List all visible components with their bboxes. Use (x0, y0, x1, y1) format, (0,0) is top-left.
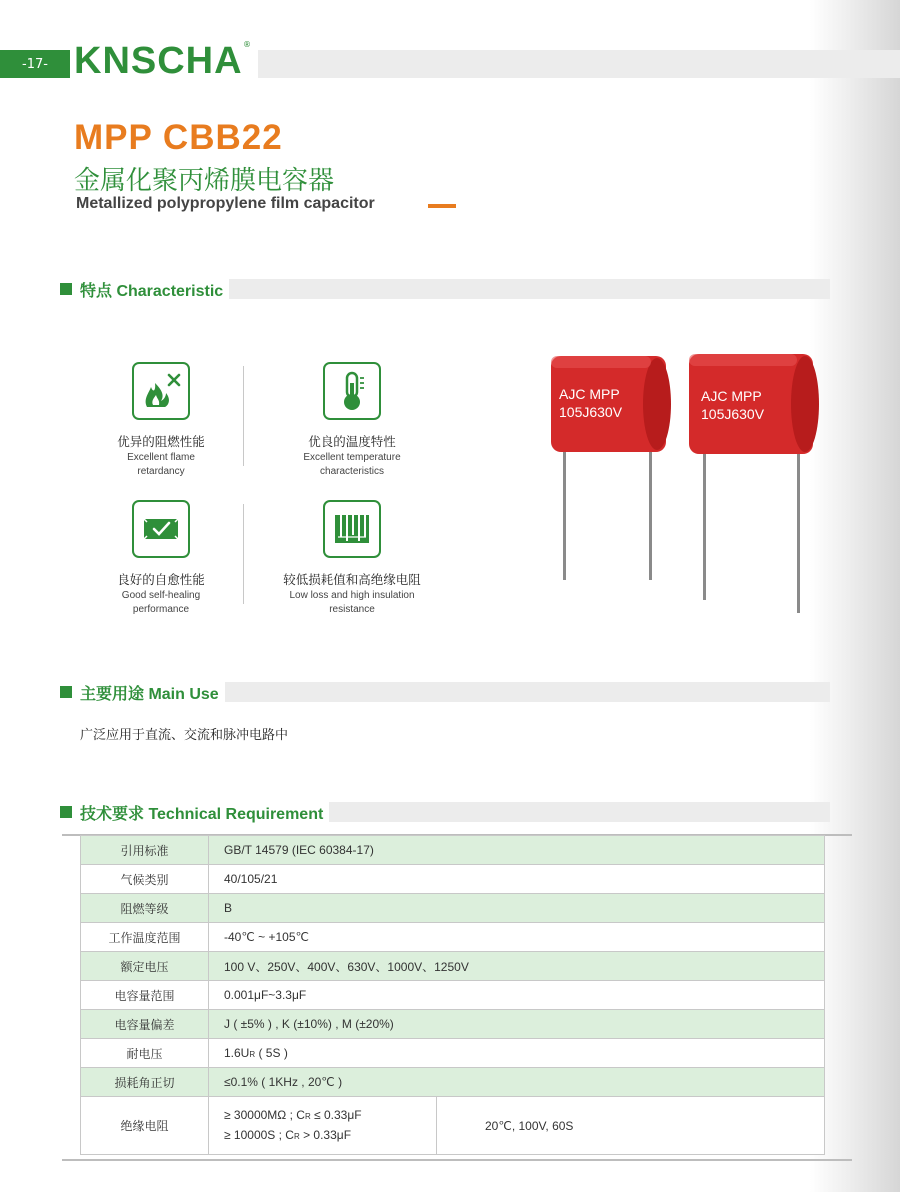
spec-key: 电容量范围 (81, 981, 209, 1010)
section-technical (60, 802, 830, 822)
feature-desc-en-2: performance (132, 604, 190, 615)
spec-value: 40/105/21 (209, 865, 825, 894)
page-number: -17- (0, 50, 70, 78)
value-subscript: R (293, 1131, 300, 1141)
insulation-line (224, 1126, 436, 1146)
spec-key: 气候类别 (81, 865, 209, 894)
feature-title-cn: 优异的阻燃性能 (117, 434, 205, 449)
insulation-icon (323, 500, 381, 558)
spec-table (80, 835, 825, 1155)
feature-desc-en: Excellent flame (127, 452, 195, 463)
table-row (81, 1039, 825, 1068)
section-bar (225, 682, 830, 702)
table-row (81, 1068, 825, 1097)
feature-self-healing (86, 500, 236, 616)
header-bar (258, 50, 900, 78)
subtitle-accent (428, 204, 456, 208)
spec-key: 引用标准 (81, 836, 209, 865)
spec-value: 100 V、250V、400V、630V、1000V、1250V (209, 952, 825, 981)
feature-desc-en-2: resistance (329, 604, 375, 615)
feature-desc-en-2: characteristics (320, 466, 384, 477)
spec-value (209, 1039, 825, 1068)
product-model: MPP CBB22 (74, 118, 283, 157)
section-bar (229, 279, 830, 299)
section-bar (329, 802, 830, 822)
table-row (81, 981, 825, 1010)
feature-desc-en: Low loss and high insulation (289, 590, 415, 601)
value-part: ( 5S ) (255, 1046, 288, 1060)
spec-key: 损耗角正切 (81, 1068, 209, 1097)
thermometer-icon (323, 362, 381, 420)
spec-key: 工作温度范围 (81, 923, 209, 952)
capacitor-marking-1: AJC MPP (559, 386, 620, 402)
feature-title-cn: 较低损耗值和高绝缘电阻 (283, 572, 421, 587)
spec-value (209, 1097, 437, 1155)
feature-desc-en-2: retardancy (137, 466, 185, 477)
spec-value: -40℃ ~ +105℃ (209, 923, 825, 952)
self-healing-icon (132, 500, 190, 558)
feature-low-loss (277, 500, 427, 616)
spec-condition: 20℃, 100V, 60S (437, 1097, 825, 1155)
table-row (81, 952, 825, 981)
value-part: 1.6U (224, 1046, 250, 1060)
feature-flame (86, 362, 236, 478)
capacitor-marking-2: 105J630V (701, 406, 765, 422)
feature-divider (243, 504, 244, 604)
value-subscript: R (249, 1050, 256, 1059)
section-title: 特点 Characteristic (80, 282, 224, 300)
section-bullet (60, 283, 72, 295)
value-part: ≥ 10000S ; C (224, 1127, 294, 1142)
spec-value: B (209, 894, 825, 923)
spec-value: ≤0.1% ( 1KHz , 20℃ ) (209, 1068, 825, 1097)
value-subscript: R (304, 1111, 311, 1121)
feature-desc-en: Good self-healing (121, 590, 201, 601)
spec-value: 0.001μF~3.3μF (209, 981, 825, 1010)
table-row (81, 1010, 825, 1039)
product-name-en: Metallized polypropylene film capacitor (76, 195, 375, 212)
section-bullet (60, 806, 72, 818)
capacitor-marking-1: AJC MPP (701, 388, 762, 404)
product-name-cn: 金属化聚丙烯膜电容器 (74, 166, 335, 196)
feature-temperature (277, 362, 427, 478)
spec-key: 绝缘电阻 (81, 1097, 209, 1155)
section-title: 主要用途 Main Use (80, 685, 219, 703)
section-bullet (60, 686, 72, 698)
section-main-use (60, 682, 830, 702)
value-part: > 0.33μF (299, 1127, 352, 1142)
registered-mark: ® (243, 40, 251, 49)
spec-value: J ( ±5% ) , K (±10%) , M (±20%) (209, 1010, 825, 1039)
table-bottom-rule (62, 1159, 852, 1161)
capacitor-image (685, 350, 825, 619)
capacitor-image (545, 350, 675, 594)
spec-value: GB/T 14579 (IEC 60384-17) (209, 836, 825, 865)
table-row (81, 1097, 825, 1155)
flame-retardant-icon (132, 362, 190, 420)
feature-desc-en: Excellent temperature (303, 452, 401, 463)
table-row (81, 865, 825, 894)
main-use-text: 广泛应用于直流、交流和脉冲电路中 (80, 728, 289, 743)
spec-key: 耐电压 (81, 1039, 209, 1068)
spec-key: 电容量偏差 (81, 1010, 209, 1039)
table-row (81, 923, 825, 952)
table-row (81, 836, 825, 865)
section-characteristic (60, 279, 830, 299)
feature-title-cn: 优良的温度特性 (308, 434, 396, 449)
value-part: ≥ 30000MΩ ; C (224, 1107, 305, 1122)
feature-divider (243, 366, 244, 466)
value-part: ≤ 0.33μF (310, 1107, 362, 1122)
spec-key: 阻燃等级 (81, 894, 209, 923)
brand-logo: KNSCHA (74, 40, 243, 82)
capacitor-marking-2: 105J630V (559, 404, 623, 420)
insulation-line (224, 1106, 436, 1126)
section-title: 技术要求 Technical Requirement (80, 805, 324, 823)
spec-key: 额定电压 (81, 952, 209, 981)
feature-title-cn: 良好的自愈性能 (117, 572, 205, 587)
table-row (81, 894, 825, 923)
